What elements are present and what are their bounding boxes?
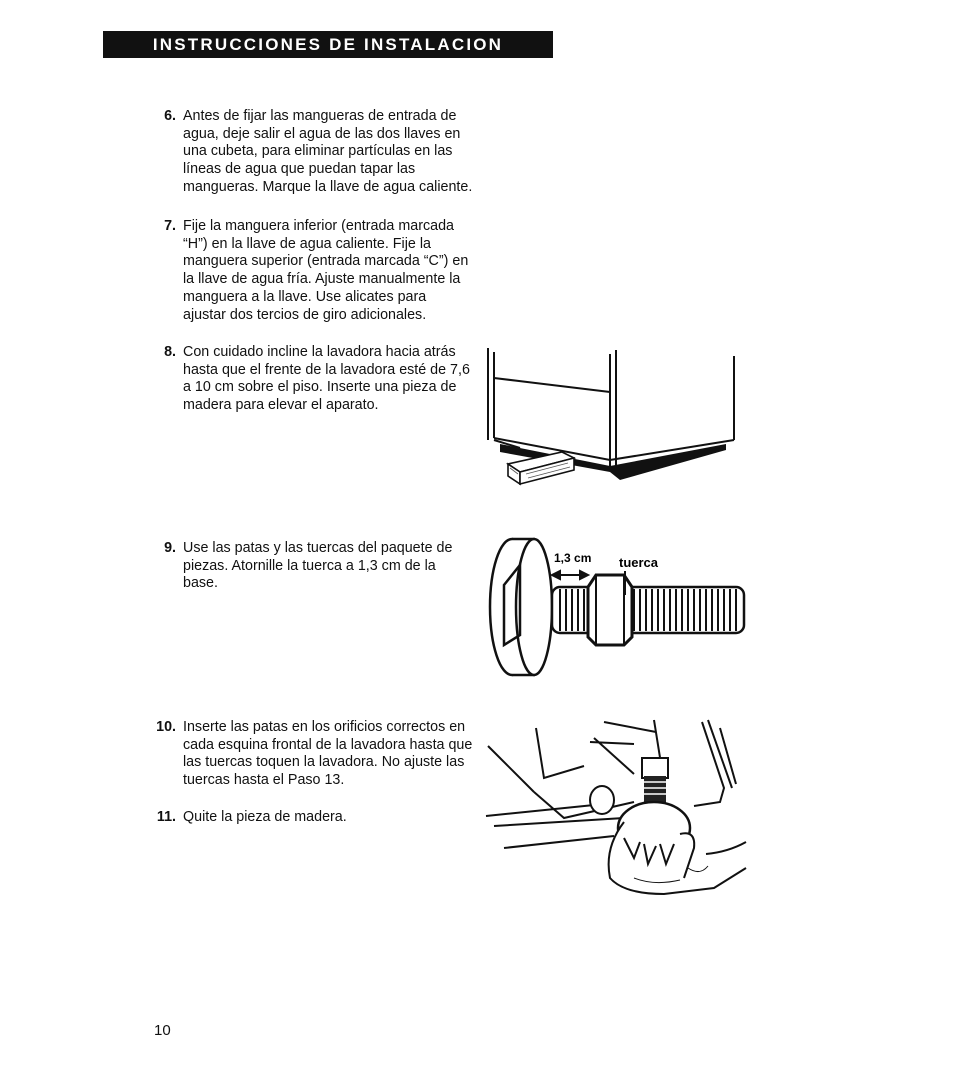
step-number: 11. — [156, 809, 176, 825]
step-text: Fije la manguera inferior (entrada marcada “H”) en la llave de agua caliente. Fije la manguera superior (entrada marcada “C”) en la llave de agua fría. Ajuste manualmente la manguera a la llave. Use alicates para ajustar dos tercios de giro adicionales. — [183, 218, 469, 323]
step-text: Quite la pieza de madera. — [183, 809, 347, 825]
step-text: Antes de fijar las mangueras de entrada de agua, deje salir el agua de las dos llaves en una cubeta, para eliminar partículas en las líneas de agua que puedan tapar las mangueras. Marque la llave de agua caliente. — [183, 108, 473, 195]
step-number: 9. — [164, 540, 176, 556]
step-text: Inserte las patas en los orificios correctos en cada esquina frontal de la lavadora hasta que las tuercas toquen la lavadora. No ajuste las tuercas hasta el Paso 13. — [183, 719, 473, 789]
step-number: 6. — [164, 108, 176, 124]
leveling-leg-diagram — [482, 535, 752, 685]
step-number: 7. — [164, 218, 176, 234]
section-header: INSTRUCCIONES DE INSTALACION — [103, 31, 553, 58]
distance-label: 1,3 cm — [554, 551, 592, 565]
insert-leg-illustration — [484, 718, 754, 898]
step-number: 10. — [156, 719, 176, 735]
step-text: Use las patas y las tuercas del paquete de piezas. Atornille la tuerca a 1,3 cm de la base. — [183, 540, 453, 592]
washer-tilted-illustration — [480, 340, 750, 490]
step-number: 8. — [164, 344, 176, 360]
step-text: Con cuidado incline la lavadora hacia atrás hasta que el frente de la lavadora esté de 7,6 a 10 cm sobre el piso. Inserte una pieza de madera para elevar el aparato. — [183, 344, 470, 414]
nut-label: tuerca — [619, 555, 659, 570]
page-number: 10 — [154, 1022, 171, 1039]
